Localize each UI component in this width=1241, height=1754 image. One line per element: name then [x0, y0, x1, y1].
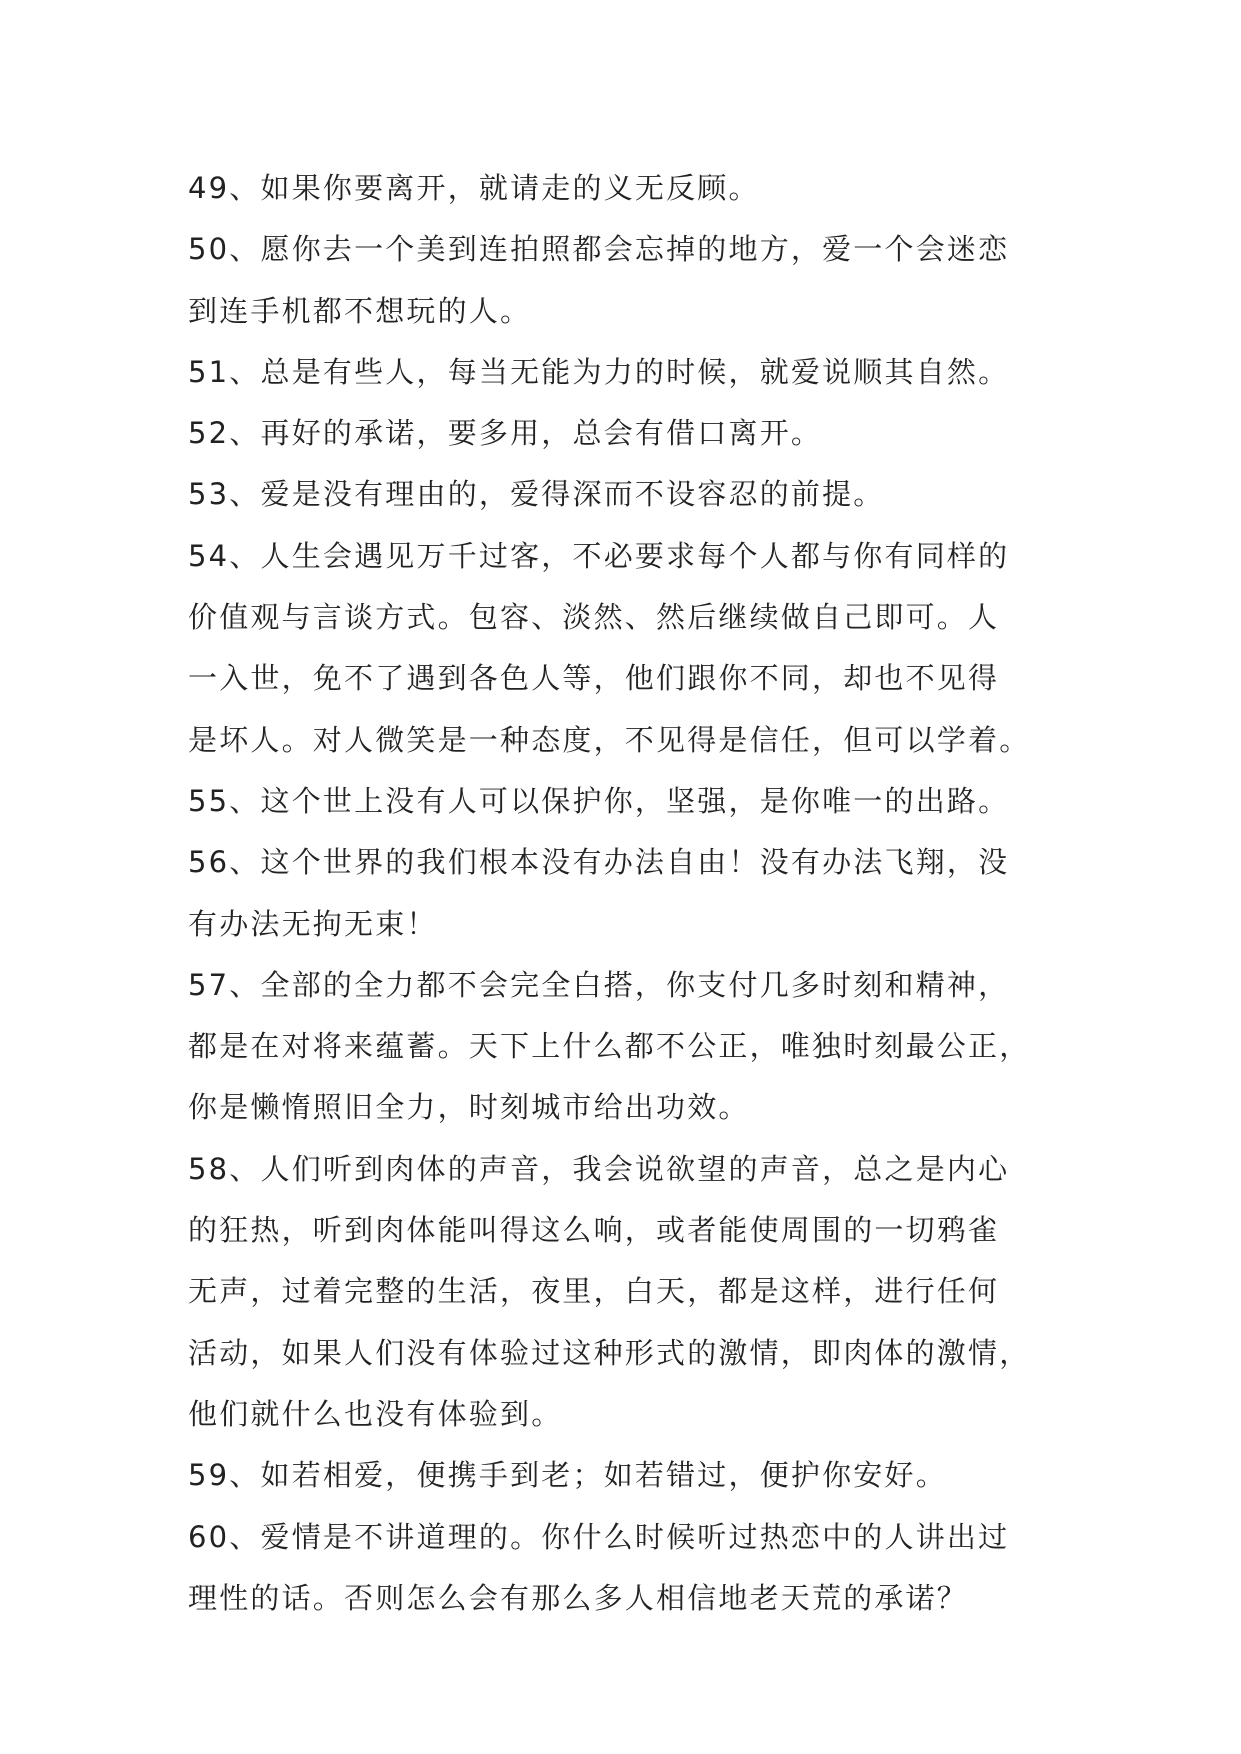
- text-line: 无声，过着完整的生活，夜里，白天，都是这样，进行任何: [188, 1274, 1000, 1309]
- text-line: 53、爱是没有理由的，爱得深而不设容忍的前提。: [188, 477, 885, 512]
- text-line: 60、爱情是不讲道理的。你什么时候听过热恋中的人讲出过: [188, 1519, 1010, 1554]
- text-line: 是坏人。对人微笑是一种态度，不见得是信任，但可以学着。: [188, 722, 1031, 757]
- text-line: 59、如若相爱，便携手到老；如若错过，便护你安好。: [188, 1458, 947, 1493]
- text-line: 49、如果你要离开，就请走的义无反顾。: [188, 171, 760, 205]
- text-line: 都是在对将来蕴蓄。天下上什么都不公正，唯独时刻最公正，: [188, 1029, 1031, 1064]
- text-line: 你是懒惰照旧全力，时刻城市给出功效。: [188, 1090, 750, 1125]
- text-line: 有办法无拘无束！: [188, 906, 438, 941]
- text-line: 一入世，免不了遇到各色人等，他们跟你不同，却也不见得: [188, 661, 1000, 696]
- text-line: 52、再好的承诺，要多用，总会有借口离开。: [188, 416, 823, 451]
- text-line: 57、全部的全力都不会完全白搭，你支付几多时刻和精神，: [188, 967, 1010, 1002]
- text-line: 56、这个世界的我们根本没有办法自由！没有办法飞翔，没: [188, 845, 1010, 880]
- text-line: 活动，如果人们没有体验过这种形式的激情，即肉体的激情，: [188, 1335, 1031, 1370]
- text-line: 他们就什么也没有体验到。: [188, 1396, 563, 1431]
- text-line: 50、愿你去一个美到连拍照都会忘掉的地方，爱一个会迷恋: [188, 232, 1010, 267]
- text-line: 54、人生会遇见万千过客，不必要求每个人都与你有同样的: [188, 538, 1010, 573]
- text-line: 理性的话。否则怎么会有那么多人相信地老天荒的承诺？: [188, 1580, 969, 1615]
- text-line: 55、这个世上没有人可以保护你，坚强，是你唯一的出路。: [188, 783, 1010, 818]
- document-body: [188, 158, 1050, 1629]
- text-line: 到连手机都不想玩的人。: [188, 293, 532, 328]
- text-line: 的狂热，听到肉体能叫得这么响，或者能使周围的一切鸦雀: [188, 1213, 1000, 1248]
- text-line: 价值观与言谈方式。包容、淡然、然后继续做自己即可。人: [188, 600, 1000, 635]
- text-line: 58、人们听到肉体的声音，我会说欲望的声音，总之是内心: [188, 1151, 1010, 1186]
- text-line: 51、总是有些人，每当无能为力的时候，就爱说顺其自然。: [188, 354, 1010, 389]
